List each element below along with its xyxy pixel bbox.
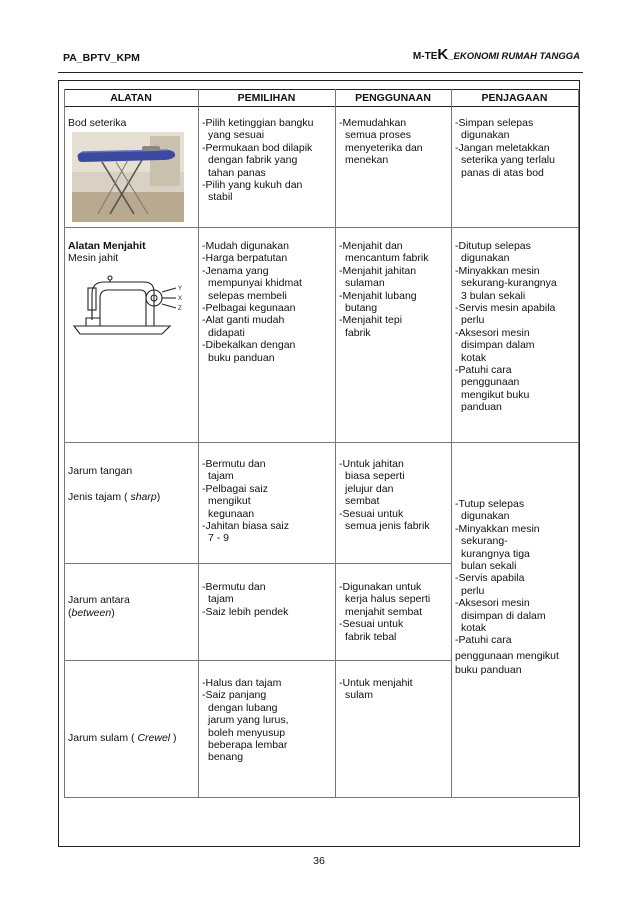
row3-pemilihan-line: -Bermutu dan [202, 458, 266, 470]
row3-penggunaan [339, 458, 430, 532]
table-bottom-rule [64, 797, 578, 798]
row4-alatan-name: Jarum antara [68, 594, 130, 606]
table-border-left [64, 89, 65, 797]
row2-penjagaan-line: perlu [461, 314, 485, 327]
needles-penjagaan-line: bulan sekali [461, 560, 517, 573]
row2-penjagaan-line: mengikut buku [461, 388, 530, 401]
row2-pemilihan-line: selepas membeli [208, 289, 287, 302]
row4-pemilihan-line: -Saiz lebih pendek [202, 605, 289, 618]
header-rule [58, 72, 583, 73]
row5-pemilihan-line: dengan lubang [208, 701, 278, 714]
ironing-board-image [72, 132, 184, 222]
row3-alatan-type-text: Jenis tajam ( [68, 491, 131, 503]
row2-penjagaan-line: -Minyakkan mesin [455, 264, 540, 277]
row3-alatan-name: Jarum tangan [68, 465, 133, 477]
row3-penggunaan-line: -Untuk jahitan [339, 458, 404, 470]
page-number: 36 [313, 855, 325, 867]
row1-penggunaan-line: -Memudahkan [339, 117, 407, 129]
row1-penggunaan-line: semua proses [345, 129, 411, 142]
row1-penjagaan-line: digunakan [461, 129, 510, 142]
machine-label-x: X [178, 296, 183, 302]
row3-penggunaan-line: semua jenis fabrik [345, 520, 430, 533]
needles-penjagaan-line: -Servis apabila [455, 572, 525, 585]
row1-pemilihan-line: stabil [208, 191, 233, 204]
row1-pemilihan-line: yang sesuai [208, 129, 265, 142]
row1-pemilihan [202, 117, 314, 204]
needles-penjagaan-line: sekurang- [461, 535, 508, 548]
col-divider-3 [451, 89, 452, 797]
row4-penggunaan-line: fabrik tebal [345, 630, 397, 643]
row-divider-2 [64, 442, 578, 443]
header-right-suffix: _EKONOMI RUMAH TANGGA [448, 51, 580, 62]
row1-pemilihan-line: tahan panas [208, 166, 266, 179]
row3-penggunaan-line: biasa seperti [345, 470, 405, 483]
table-border-right [578, 89, 579, 797]
row4-alatan-type-italic: between [71, 607, 112, 619]
needles-penjagaan-line: kotak [461, 622, 487, 635]
row4-penggunaan-line: -Sesuai untuk [339, 618, 404, 631]
row2-alatan-name: Mesin jahit [68, 252, 119, 265]
col-divider-2 [335, 89, 336, 797]
col-header-penjagaan: PENJAGAAN [481, 92, 548, 104]
row5-penggunaan [339, 677, 413, 702]
needles-penjagaan-line: -Tutup selepas [455, 498, 525, 510]
needles-penjagaan-line: buku panduan [455, 664, 522, 677]
needles-penjagaan-line: -Minyakkan mesin [455, 522, 540, 535]
row1-alatan: Bod seterika [68, 117, 127, 129]
row2-penjagaan-line: panduan [461, 401, 502, 414]
row2-pemilihan-line: -Jenama yang [202, 264, 269, 277]
row5-pemilihan-line: jarum yang lurus, [208, 714, 289, 727]
row4-penggunaan [339, 581, 430, 643]
machine-label-z: Z [178, 306, 182, 312]
row1-penjagaan [455, 117, 555, 179]
header-left: PA_BPTV_KPM [63, 52, 140, 64]
row1-pemilihan-line: dengan fabrik yang [208, 154, 298, 167]
row3-pemilihan [202, 458, 289, 545]
col-header-pemilihan: PEMILIHAN [237, 92, 296, 104]
row4-pemilihan-line: tajam [208, 593, 234, 606]
row2-penjagaan-line: -Ditutup selepas [455, 240, 531, 252]
row3-pemilihan-line: kegunaan [208, 507, 255, 520]
row1-penjagaan-line: -Simpan selepas [455, 117, 534, 129]
needles-penjagaan-line: perlu [461, 584, 485, 597]
row4-alatan-type-open: ( [68, 607, 72, 619]
row1-pemilihan-line: -Pilih ketinggian bangku [202, 117, 314, 129]
row2-penggunaan-line: -Menjahit jahitan [339, 264, 417, 277]
row2-alatan [68, 240, 146, 265]
row5-pemilihan-line: boleh menyusup [208, 726, 286, 739]
row2-penjagaan-line: sekurang-kurangnya [461, 277, 557, 290]
row2-pemilihan-line: buku panduan [208, 351, 275, 364]
row2-penggunaan-line: sulaman [345, 277, 385, 290]
row2-penjagaan-line: 3 bulan sekali [461, 289, 526, 302]
row5-alatan-text: Jarum sulam ( [68, 732, 138, 744]
header-right [413, 46, 580, 63]
needles-penjagaan-line: kurangnya tiga [461, 547, 530, 560]
needles-penjagaan-line: penggunaan mengikut [455, 649, 559, 662]
table-top-rule [64, 89, 578, 90]
row5-pemilihan-line: -Halus dan tajam [202, 677, 282, 689]
row2-penggunaan [339, 240, 428, 339]
needles-penjagaan-line: -Aksesori mesin [455, 597, 530, 610]
row1-penggunaan-line: menekan [345, 154, 389, 167]
row2-pemilihan-line: -Harga berpatutan [202, 252, 288, 265]
row2-pemilihan-line: -Alat ganti mudah [202, 314, 285, 327]
needles-penjagaan-line: disimpan di dalam [461, 609, 546, 622]
row4-penggunaan-line: menjahit sembat [345, 605, 423, 618]
row2-penjagaan-line: -Servis mesin apabila [455, 302, 556, 315]
row2-penggunaan-line: fabrik [345, 326, 371, 339]
row3-pemilihan-line: -Jahitan biasa saiz [202, 520, 289, 533]
sewing-machine-image [70, 268, 188, 338]
row4-pemilihan [202, 581, 288, 618]
row5-pemilihan [202, 677, 289, 764]
row2-pemilihan-line: -Dibekalkan dengan [202, 339, 296, 352]
row5-penggunaan-line: -Untuk menjahit [339, 677, 413, 689]
row5-pemilihan-line: benang [208, 751, 244, 764]
row1-pemilihan-line: -Pilih yang kukuh dan [202, 179, 303, 192]
row2-penggunaan-line: -Menjahit tepi [339, 314, 403, 327]
row2-penjagaan-line: kotak [461, 351, 487, 364]
row1-penjagaan-line: -Jangan meletakkan [455, 141, 550, 154]
row2-penggunaan-line: mencantum fabrik [345, 252, 429, 265]
row3-penggunaan-line: -Sesuai untuk [339, 507, 404, 520]
col-header-penggunaan: PENGGUNAAN [355, 92, 431, 104]
row3-alatan-type-end: ) [156, 491, 161, 503]
row4-pemilihan-line: -Bermutu dan [202, 581, 266, 593]
col-header-alatan: ALATAN [110, 92, 152, 104]
row5-alatan-italic: Crewel [137, 732, 171, 744]
header-right-big: K [437, 46, 449, 63]
row3-pemilihan-line: 7 - 9 [208, 532, 230, 545]
row3-penggunaan-line: sembat [345, 495, 380, 508]
row1-penjagaan-line: panas di atas bod [461, 166, 544, 179]
row-divider-3 [64, 563, 451, 564]
row2-penjagaan-line: digunakan [461, 252, 510, 265]
row5-pemilihan-line: -Saiz panjang [202, 689, 267, 702]
table-head-rule [64, 106, 578, 107]
row5-pemilihan-line: beberapa lembar [208, 739, 288, 752]
row2-penggunaan-line: -Menjahit lubang [339, 289, 417, 302]
row-divider-1 [64, 227, 578, 228]
row2-penjagaan [455, 240, 557, 414]
row2-alatan-heading: Alatan Menjahit [68, 240, 146, 252]
row3-pemilihan-line: mengikut [208, 495, 251, 508]
row5-alatan [68, 732, 177, 744]
row2-penggunaan-line: butang [345, 302, 378, 315]
needles-penjagaan-line: -Patuhi cara [455, 634, 512, 647]
row2-pemilihan-line: -Pelbagai kegunaan [202, 302, 296, 315]
needles-penjagaan-line: digunakan [461, 510, 510, 523]
row3-pemilihan-line: tajam [208, 470, 234, 483]
row4-penggunaan-line: kerja halus seperti [345, 593, 431, 606]
header-right-prefix: M-TE [412, 51, 438, 62]
row4-alatan-type-close: ) [111, 607, 115, 619]
row-divider-4 [64, 660, 451, 661]
row3-alatan-type-italic: sharp [130, 491, 157, 503]
row1-penggunaan [339, 117, 423, 167]
row3-penggunaan-line: jelujur dan [345, 482, 394, 495]
row1-penggunaan-line: menyeterika dan [345, 141, 423, 154]
row4-penggunaan-line: -Digunakan untuk [339, 581, 422, 593]
row3-alatan-type [68, 491, 160, 503]
row5-penggunaan-line: sulam [345, 689, 374, 702]
row2-pemilihan [202, 240, 302, 364]
row5-alatan-end: ) [170, 732, 177, 744]
row2-penjagaan-line: -Patuhi cara [455, 364, 512, 377]
row2-penjagaan-line: -Aksesori mesin [455, 326, 530, 339]
machine-label-y: Y [178, 286, 183, 292]
row2-penjagaan-line: penggunaan [461, 376, 520, 389]
row2-penggunaan-line: -Menjahit dan [339, 240, 403, 252]
needles-penjagaan [455, 498, 559, 677]
col-divider-1 [198, 89, 199, 797]
row1-pemilihan-line: -Permukaan bod dilapik [202, 141, 313, 154]
row2-pemilihan-line: -Mudah digunakan [202, 240, 289, 252]
row3-pemilihan-line: -Pelbagai saiz [202, 482, 268, 495]
row1-penjagaan-line: seterika yang terlalu [461, 154, 555, 167]
row4-alatan-type [68, 607, 115, 619]
row2-penjagaan-line: disimpan dalam [461, 339, 535, 352]
row2-pemilihan-line: didapati [208, 326, 245, 339]
row2-pemilihan-line: mempunyai khidmat [208, 277, 302, 290]
